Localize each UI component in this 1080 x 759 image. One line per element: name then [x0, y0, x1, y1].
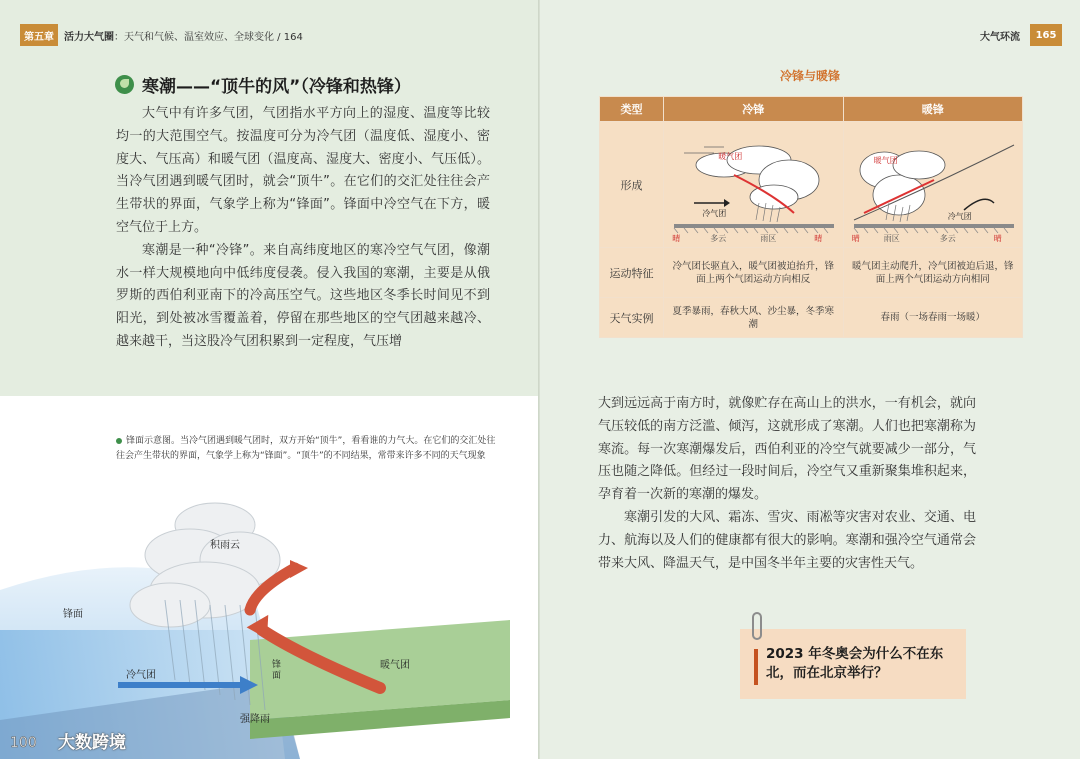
right-header-title: 大气环流	[980, 32, 1020, 43]
table-cell: 暖气团主动爬升，冷气团被迫后退，锋面上两个气团运动方向相同	[843, 248, 1023, 298]
right-page	[540, 0, 1080, 759]
watermark	[8, 728, 126, 753]
question-accent-bar	[754, 649, 758, 685]
table-cell: 冷气团长驱直入，暖气团被迫抬升，锋面上两个气团运动方向相反	[664, 248, 844, 298]
cold-front-cloud-label: 暖气团	[718, 151, 743, 161]
cold-front-diagram	[664, 125, 842, 245]
cold-front-cloud	[696, 146, 819, 209]
table-cell: 春雨（一场春雨一场暖）	[843, 298, 1023, 338]
right-body-text	[598, 393, 976, 575]
warm-front-cloud	[860, 151, 945, 215]
table-cell: 夏季暴雨，春秋大风、沙尘暴，冬季寒潮	[664, 298, 844, 338]
front-label: 锋面	[63, 609, 83, 620]
ground-line	[674, 224, 834, 228]
warm-front-diagram	[844, 125, 1022, 245]
chapter-tab: 第五章	[20, 24, 58, 46]
row-label: 运动特征	[600, 248, 664, 298]
cold-front-diagram-cell	[664, 122, 844, 248]
question-text: 2023 年冬奥会为什么不在东北，而在北京举行？	[766, 646, 944, 681]
table-header: 暖锋	[843, 97, 1023, 122]
left-page-header	[0, 24, 540, 46]
row-label: 天气实例	[600, 298, 664, 338]
watermark-text: 大数跨境	[58, 733, 126, 753]
figure-caption	[116, 434, 496, 464]
cold-front-mass-label: 冷气团	[702, 208, 727, 218]
rain-label: 强降雨	[240, 714, 270, 725]
table-title: 冷锋与暖锋	[779, 69, 840, 83]
watermark-logo-icon	[8, 730, 52, 752]
table-row	[600, 298, 1023, 338]
ground-label: 雨区	[883, 233, 900, 243]
front-comparison-table	[599, 96, 1023, 338]
front-vertical-label: 锋面	[272, 660, 282, 681]
paragraph: 寒潮引发的大风、霜冻、雪灾、雨凇等灾害对农业、交通、电力、航海以及人们的健康都有很大的影响。寒潮和强冷空气通常会带来大风、降温天气，是中国冬半年主要的灾害性天气。	[598, 509, 976, 571]
rising-arrow-head-icon	[290, 560, 308, 578]
caption-text: 锋面示意图。当冷气团遇到暖气团时，双方开始“顶牛”，看看谁的力气大。在它们的交汇处往往会产生带状的界面，气象学上称为“锋面”。“顶牛”的不同结果，常带来许多不同的天气现象	[116, 436, 496, 461]
row-label: 形成	[600, 122, 664, 248]
bullet-icon	[116, 438, 122, 444]
paragraph: 大气中有许多气团，气团指水平方向上的湿度、温度等比较均一的大范围空气。按温度可分为冷气团（温度低、湿度小、密度大、气压高）和暖气团（温度高、湿度大、密度小、气压低）。当冷气团遇到暖气团时，就会“顶牛”。在它们的交汇处往往会产生带状的界面，气象学上称为“锋面”。锋面中冷空气在下方，暖空气位于上方。	[116, 106, 490, 235]
ground-label: 多云	[710, 233, 727, 243]
header-breadcrumb-bold: 活力大气圈	[64, 32, 114, 43]
leaf-icon	[115, 75, 134, 94]
ground-label: 晴	[993, 233, 1002, 243]
ground-label: 雨区	[760, 233, 777, 243]
paragraph: 寒潮是一种“冷锋”。来自高纬度地区的寒冷空气气团，像潮水一样大规模地向中低纬度侵袭。侵入我国的寒潮，主要是从俄罗斯的西伯利亚南下的冷高压空气。这些地区冬季长时间见不到阳光，到处被冰雪覆盖着，停留在那些地区的空气团越来越冷、越来越干，当这股冷气团积累到一定程度，气压增	[116, 242, 490, 349]
question-box	[740, 629, 966, 699]
svg-text:100: 100	[10, 734, 37, 751]
cloud-label: 积雨云	[210, 540, 240, 551]
table-header: 冷锋	[664, 97, 844, 122]
cumulonimbus-cloud	[130, 503, 280, 627]
left-body-text	[116, 103, 490, 354]
warm-front-diagram-cell	[843, 122, 1023, 248]
table-row	[600, 122, 1023, 248]
warm-front-mass-label: 冷气团	[947, 211, 972, 221]
cold-retreat-arrow-icon	[964, 199, 994, 210]
ground-label: 多云	[939, 233, 956, 243]
table-header: 类型	[600, 97, 664, 122]
cold-arrow-head-icon	[724, 199, 730, 207]
section-title	[115, 71, 411, 97]
ground-line	[854, 224, 1014, 228]
ground-hatch	[674, 228, 828, 233]
table-header-row	[600, 97, 1023, 122]
ground-label: 晴	[814, 233, 823, 243]
paperclip-icon	[752, 612, 762, 640]
ground-label: 晴	[672, 233, 681, 243]
table-row	[600, 248, 1023, 298]
ground-label: 晴	[851, 233, 860, 243]
header-breadcrumb-rest: ：天气和气候、温室效应、全球变化 / 164	[114, 32, 303, 43]
front-illustration	[0, 480, 540, 759]
section-heading: 寒潮——“顶牛的风”（冷锋和热锋）	[142, 76, 411, 97]
cold-mass-label: 冷气团	[126, 670, 156, 681]
paragraph: 大到远远高于南方时，就像贮存在高山上的洪水，一有机会，就向气压较低的南方泛滥、倾泻，这就形成了寒潮。人们也把寒潮称为寒流。每一次寒潮爆发后，西伯利亚的冷空气就要减少一部分，气压也随之降低。但经过一段时间后，冷空气又重新聚集堆积起来，孕育着一次新的寒潮的爆发。	[598, 396, 976, 503]
ground-hatch	[854, 228, 1008, 233]
warm-mass-label: 暖气团	[380, 660, 410, 671]
header-breadcrumb	[64, 28, 303, 43]
warm-front-cloud-label: 暖气团	[873, 155, 898, 165]
page-number: 165	[1030, 24, 1062, 46]
